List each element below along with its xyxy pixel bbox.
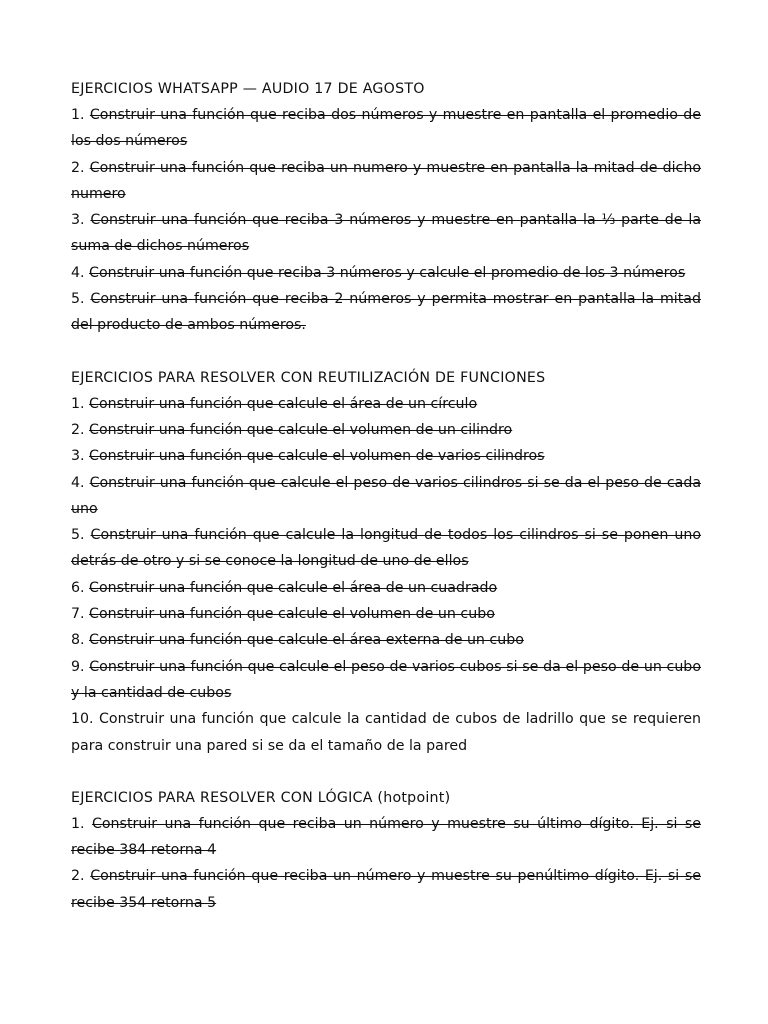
- item-text: Construir una función que reciba 3 números y muestre en pantalla la ⅓ parte de la suma de dichos números: [71, 212, 702, 255]
- list-item: [71, 102, 701, 155]
- section-heading: EJERCICIOS WHATSAPP — AUDIO 17 DE AGOSTO: [71, 81, 425, 97]
- item-number: 3.: [71, 212, 91, 229]
- item-text: Construir una función que calcule la cantidad de cubos de ladrillo que se requieren para construir una pared si se da el tamaño de la pared: [71, 711, 701, 754]
- item-text: Construir una función que calcule el volumen de varios cilindros: [89, 448, 545, 465]
- list-item: [71, 470, 701, 523]
- list-item: [71, 207, 701, 260]
- list-item: [71, 417, 701, 443]
- list-item: [71, 391, 701, 417]
- section-reuse-exercises: [71, 365, 701, 759]
- item-number: 9.: [71, 658, 90, 675]
- item-text: Construir una función que reciba 3 números y calcule el promedio de los 3 números: [89, 264, 686, 281]
- item-text: Construir una función que calcule el volumen de un cubo: [89, 606, 495, 623]
- item-number: 7.: [71, 606, 90, 623]
- section-whatsapp-exercises: [71, 76, 701, 339]
- item-text: Construir una función que calcule el área de un cuadrado: [89, 579, 498, 596]
- list-item: [71, 522, 701, 575]
- list-item: [71, 155, 701, 208]
- item-number: 8.: [71, 632, 90, 649]
- item-text: Construir una función que reciba un numero y muestre en pantalla la mitad de dicho numero: [71, 159, 701, 202]
- document-page: [71, 76, 701, 916]
- item-text: Construir una función que reciba un número y muestre su último dígito. Ej. si se recibe 384 retorna 4: [71, 815, 701, 859]
- item-number: 4.: [71, 264, 90, 281]
- item-number: 1.: [71, 815, 92, 832]
- list-item: [71, 443, 701, 469]
- item-text: Construir una función que calcule la longitud de todos los cilindros si se ponen uno detrás de otro y si se conoce la longitud de uno de ellos: [71, 527, 701, 570]
- item-text: Construir una función que calcule el peso de varios cubos si se da el peso de un cubo y la cantidad de cubos: [71, 658, 701, 701]
- item-text: Construir una función que calcule el volumen de un cilindro: [89, 421, 513, 438]
- item-number: 5.: [71, 527, 91, 544]
- section-logic-exercises: [71, 785, 701, 916]
- list-item: [71, 286, 701, 339]
- list-item: [71, 601, 701, 627]
- item-text: Construir una función que reciba 2 números y permita mostrar en pantalla la mitad del producto de ambos números.: [71, 291, 702, 334]
- item-number: 2.: [71, 421, 90, 438]
- list-item: [71, 706, 701, 759]
- item-text: Construir una función que calcule el peso de varios cilindros si se da el peso de cada uno: [71, 474, 702, 517]
- list-item: [71, 654, 701, 707]
- item-number: 2.: [71, 159, 90, 176]
- item-number: 4.: [71, 474, 90, 491]
- item-number: 5.: [71, 291, 91, 308]
- item-text: Construir una función que calcule el área externa de un cubo: [89, 632, 524, 649]
- item-number: 1.: [71, 395, 90, 412]
- item-number: 6.: [71, 579, 90, 596]
- list-item: [71, 575, 701, 601]
- section-heading: EJERCICIOS PARA RESOLVER CON REUTILIZACIÓN DE FUNCIONES: [71, 369, 546, 386]
- list-item: [71, 627, 701, 653]
- item-text: Construir una función que reciba un número y muestre su penúltimo dígito. Ej. si se recibe 354 retorna 5: [71, 868, 702, 911]
- item-text: Construir una función que calcule el área de un círculo: [89, 395, 478, 412]
- item-number: 1.: [71, 107, 90, 123]
- item-number: 10.: [71, 711, 99, 728]
- item-number: 2.: [71, 868, 91, 885]
- item-text: Construir una función que reciba dos números y muestre en pantalla el promedio de los dos números: [71, 107, 701, 150]
- section-heading: EJERCICIOS PARA RESOLVER CON LÓGICA (hotpoint): [71, 789, 451, 806]
- item-number: 3.: [71, 448, 90, 465]
- list-item: [71, 260, 701, 286]
- list-item: [71, 863, 701, 916]
- list-item: [71, 811, 701, 864]
